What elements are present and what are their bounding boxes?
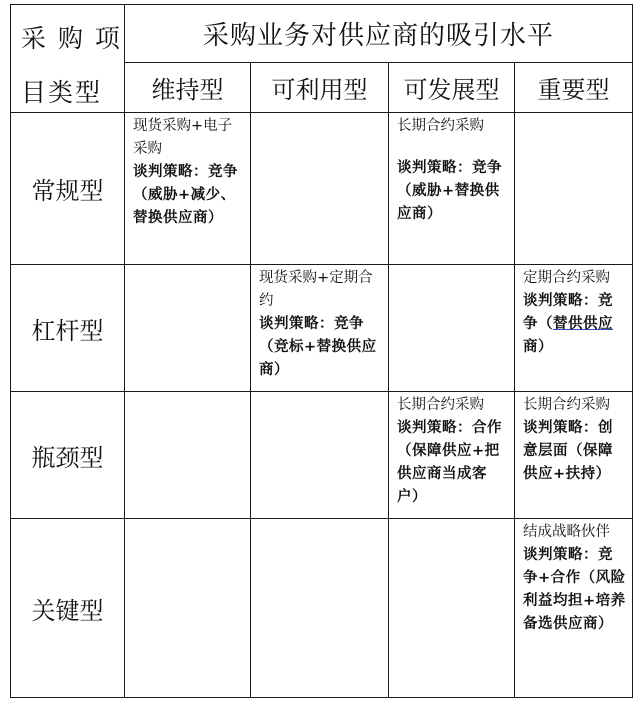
header-title: 采购业务对供应商的吸引水平 [202, 21, 554, 51]
cell-leverage-exploitable [251, 265, 388, 391]
corner-label-line2: 目类型 [21, 78, 103, 107]
negotiation-strategy: 谈判策略：创意层面（保障供应+扶持） [523, 420, 613, 482]
row-label-leverage: 杠杆型 [31, 316, 104, 345]
procurement-method: 长期合约采购 [397, 397, 484, 413]
procurement-method: 现货采购+定期合约 [259, 270, 373, 309]
row-label-critical: 关键型 [31, 596, 104, 625]
procurement-method: 长期合约采购 [397, 118, 484, 134]
table-border-bottom [10, 697, 633, 698]
strategy-prefix: 谈判策略：竞争（ [523, 293, 613, 332]
procurement-method: 定期合约采购 [523, 270, 610, 286]
corner-label-line1: 采 购 项 [21, 24, 122, 53]
procurement-method: 长期合约采购 [523, 397, 610, 413]
negotiation-strategy: 谈判策略：合作（保障供应+把供应商当成客户） [397, 420, 502, 505]
negotiation-strategy: 谈判策略：竞争（竞标+替换供应商） [259, 316, 377, 378]
column-header-core: 重要型 [537, 76, 610, 104]
row-label-bottleneck: 瓶颈型 [31, 443, 104, 472]
column-header-maintain: 维持型 [151, 76, 224, 104]
cell-leverage-core [515, 265, 632, 391]
negotiation-strategy [523, 290, 626, 359]
row-label-routine: 常规型 [31, 177, 104, 205]
column-header-developable: 可发展型 [403, 76, 500, 104]
strategy-suffix: 商） [523, 339, 553, 355]
negotiation-strategy: 谈判策略：竞争（威胁+替换供应商） [397, 160, 502, 222]
cell-routine-maintain [125, 113, 250, 264]
negotiation-strategy: 谈判策略：竞争（威胁+减少、替换供应商） [133, 164, 238, 226]
cell-critical-core [515, 519, 632, 697]
negotiation-strategy: 谈判策略：竞争+合作（风险利益均担+培养备选供应商） [523, 547, 626, 632]
table-border-right [632, 4, 633, 698]
cell-bottleneck-core [515, 392, 632, 518]
cell-routine-developable [389, 113, 514, 264]
procurement-method: 现货采购+电子采购 [133, 118, 233, 157]
corner-header-cell [11, 5, 124, 112]
cell-bottleneck-developable [389, 392, 514, 518]
column-header-exploitable: 可利用型 [271, 76, 368, 104]
procurement-method: 结成战略伙伴 [523, 524, 610, 540]
underlined-term: 替供供应 [553, 316, 613, 332]
